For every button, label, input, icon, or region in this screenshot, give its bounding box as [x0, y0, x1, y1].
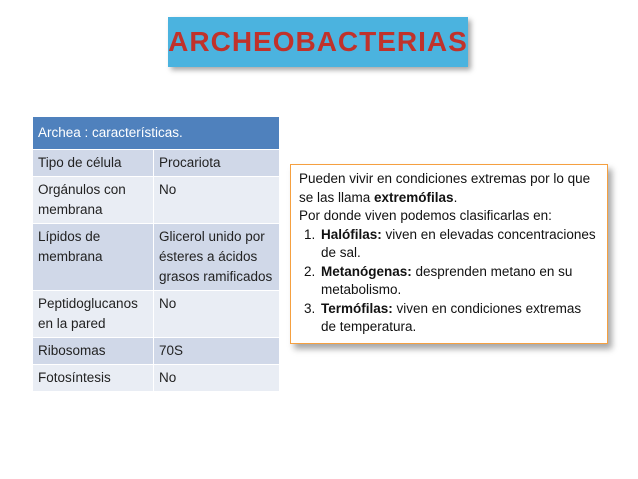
classify-text: Por donde viven podemos clasificarlas en:: [299, 208, 552, 223]
characteristics-table: [32, 116, 280, 392]
table-row: [33, 338, 280, 365]
row-label: Ribosomas: [33, 338, 154, 365]
table-row: [33, 365, 280, 392]
row-label: Peptidoglucanos en la pared: [33, 291, 154, 338]
item-term: Metanógenas:: [321, 263, 412, 279]
row-value: No: [154, 291, 280, 338]
page-title: ARCHEOBACTERIAS: [168, 26, 468, 57]
row-label: Tipo de célula: [33, 150, 154, 177]
item-desc: viven en condiciones extremas de temperatura.: [321, 300, 582, 334]
item-desc: desprenden metano en su metabolismo.: [321, 263, 573, 297]
row-label: Lípidos de membrana: [33, 224, 154, 291]
row-value: No: [154, 177, 280, 224]
row-label: Orgánulos con membrana: [33, 177, 154, 224]
item-desc: viven en elevadas concentraciones de sal.: [321, 226, 596, 260]
table-header: Archea : características.: [33, 117, 280, 150]
item-term: Termófilas:: [321, 300, 393, 316]
list-item: [319, 263, 599, 300]
table-row: [33, 224, 280, 291]
classification-list: [299, 226, 599, 337]
intro-paragraph: [299, 170, 599, 207]
intro-text: Pueden vivir en condiciones extremas por lo que se las llama: [299, 171, 591, 205]
info-text-box: [290, 164, 608, 344]
row-label: Fotosíntesis: [33, 365, 154, 392]
title-banner: [168, 17, 468, 67]
row-value: 70S: [154, 338, 280, 365]
row-value: No: [154, 365, 280, 392]
list-item: [319, 300, 599, 337]
table-row: [33, 150, 280, 177]
item-term: Halófilas:: [321, 226, 382, 242]
intro-end: .: [453, 189, 458, 205]
table-row: [33, 291, 280, 338]
table-row: [33, 177, 280, 224]
intro-bold-term: extremófilas: [374, 189, 454, 205]
list-item: [319, 226, 599, 263]
row-value: Procariota: [154, 150, 280, 177]
row-value: Glicerol unido por ésteres a ácidos grasos ramificados: [154, 224, 280, 291]
